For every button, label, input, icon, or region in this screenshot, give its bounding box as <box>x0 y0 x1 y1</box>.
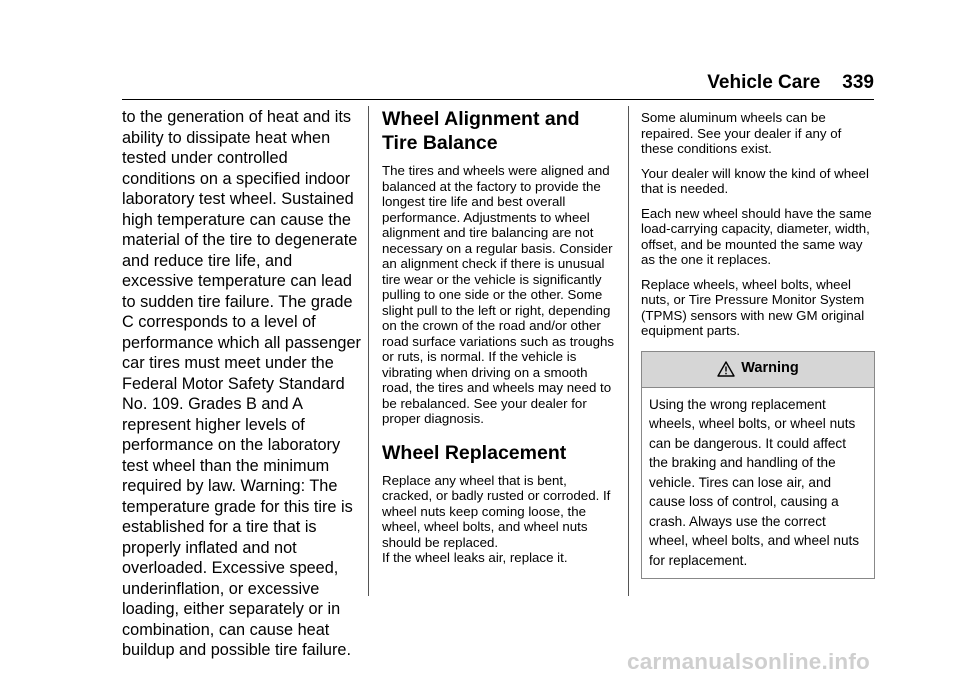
section-heading: Wheel Alignment and Tire Balance <box>382 108 580 154</box>
body-paragraph: Replace any wheel that is bent, cracked, or badly rusted or corroded. If wheel nuts keep coming loose, the wheel, wheel bolts, and wheel nuts should be replaced. <box>382 472 611 550</box>
warning-header <box>642 352 874 388</box>
body-paragraph: Some aluminum wheels can be repaired. See your dealer if any of these conditions exist. <box>641 110 842 156</box>
body-paragraph: Each new wheel should have the same load-carrying capacity, diameter, width, offset, and be mounted the same way as the one it replaces. <box>641 205 872 267</box>
warning-triangle-icon <box>717 361 735 377</box>
page-number: 339 <box>842 72 874 93</box>
body-paragraph: The tires and wheels were aligned and balanced at the factory to provide the longest tire life and best overall performance. Adjustments to wheel alignment and tire balancing are not necessary on a regular basis. Consider an alignment check if there is unusual tire wear or the vehicle is significantly pulling to one side or the other. Some slight pull to the left or right, depending on the crown of the road and/or other road surface variations such as troughs or ruts, is normal. If the vehicle is vibrating when driving on a smooth road, the tires and wheels may need to be rebalanced. See your dealer for proper diagnosis. <box>382 163 615 426</box>
column-right <box>641 110 877 579</box>
body-paragraph: Your dealer will know the kind of wheel that is needed. <box>641 165 869 196</box>
page-header <box>0 72 874 94</box>
header-rule <box>122 99 874 100</box>
column-divider <box>628 106 629 596</box>
warning-box <box>641 351 875 580</box>
warning-title: Warning <box>741 360 799 377</box>
watermark: carmanualsonline.info <box>627 649 870 674</box>
column-divider <box>368 106 369 596</box>
body-paragraph: Replace wheels, wheel bolts, wheel nuts, or Tire Pressure Monitor System (TPMS) sensors with new GM original equipment parts. <box>641 276 865 338</box>
column-middle <box>382 107 618 566</box>
section-heading: Wheel Replacement <box>382 441 567 464</box>
section-title: Vehicle Care <box>707 72 821 93</box>
column-left <box>122 107 362 661</box>
warning-text: Using the wrong replacement wheels, wheel bolts, or wheel nuts can be dangerous. It could affect the braking and handling of the vehicle. Tires can lose air, and cause loss of control, causing a crash. Always use the correct wheel, wheel bolts, and wheel nuts for replacement. <box>649 396 860 568</box>
body-paragraph: If the wheel leaks air, replace it. <box>382 550 568 565</box>
body-paragraph: to the generation of heat and its ability to dissipate heat when tested under controlled conditions on a specified indoor laboratory test wheel. Sustained high temperature can cause the material of the tire to degenerate and reduce tire life, and excessive temperature can lead to sudden tire failure. The grade C corresponds to a level of performance which all passenger car tires must meet under the Federal Motor Safety Standard No. 109. Grades B and A represent higher levels of performance on the laboratory test wheel than the minimum required by law. Warning: The temperature grade for this tire is established for a tire that is properly inflated and not overloaded. Excessive speed, underinflation, or excessive loading, either separately or in combination, can cause heat buildup and possible tire failure. <box>122 108 361 659</box>
